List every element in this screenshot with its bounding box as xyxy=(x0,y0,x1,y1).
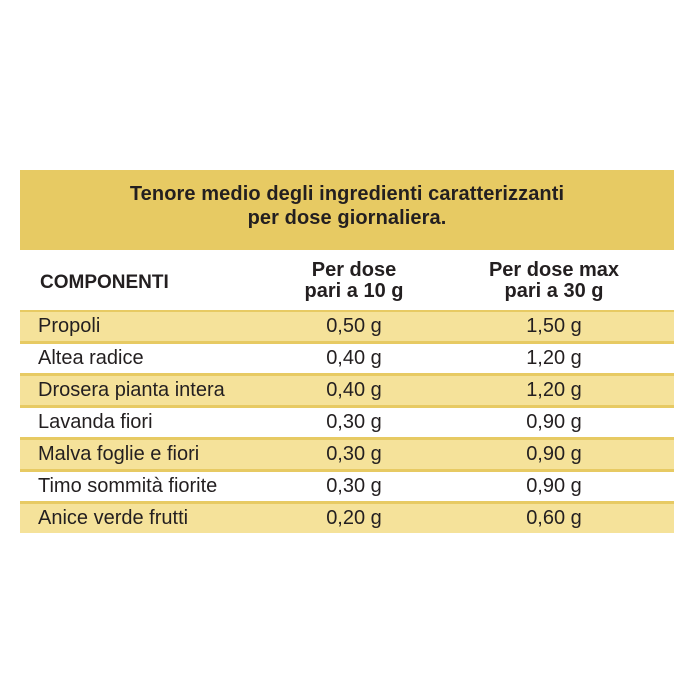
row-dose-30g: 0,90 g xyxy=(526,411,582,433)
table-row xyxy=(20,312,674,341)
row-dose-10g: 0,30 g xyxy=(326,475,382,497)
row-dose-10g: 0,30 g xyxy=(326,443,382,465)
header-dose-30g-line1: Per dose max xyxy=(488,259,620,281)
header-dose-10g-line1: Per dose xyxy=(311,259,397,281)
row-dose-10g: 0,40 g xyxy=(326,347,382,369)
row-component-name: Lavanda fiori xyxy=(38,411,153,433)
table-row xyxy=(20,408,674,437)
row-dose-30g: 1,20 g xyxy=(526,347,582,369)
row-dose-30g: 1,20 g xyxy=(526,379,582,401)
table-row xyxy=(20,344,674,373)
row-component-name: Propoli xyxy=(38,315,101,337)
table-header-row xyxy=(20,250,674,310)
table-row xyxy=(20,504,674,533)
row-component-name: Anice verde frutti xyxy=(38,507,189,529)
row-dose-10g: 0,30 g xyxy=(326,411,382,433)
header-components: COMPONENTI xyxy=(40,272,169,293)
table-row xyxy=(20,440,674,469)
header-dose-30g-line2: pari a 30 g xyxy=(504,280,604,302)
row-dose-30g: 0,90 g xyxy=(526,475,582,497)
header-dose-10g-line2: pari a 10 g xyxy=(304,280,404,302)
header-dose-10g xyxy=(270,260,438,302)
table-body xyxy=(20,312,674,536)
header-dose-30g xyxy=(460,260,648,302)
row-dose-10g: 0,50 g xyxy=(326,315,382,337)
row-dose-30g: 0,90 g xyxy=(526,443,582,465)
table-row xyxy=(20,376,674,405)
row-dose-10g: 0,40 g xyxy=(326,379,382,401)
table-row xyxy=(20,472,674,501)
row-component-name: Altea radice xyxy=(38,347,144,369)
row-component-name: Malva foglie e fiori xyxy=(38,443,200,465)
table-title-line1: Tenore medio degli ingredienti caratterizzanti xyxy=(129,183,565,205)
row-component-name: Timo sommità fiorite xyxy=(38,475,218,497)
row-dose-30g: 1,50 g xyxy=(526,315,582,337)
row-dose-10g: 0,20 g xyxy=(326,507,382,529)
row-dose-30g: 0,60 g xyxy=(526,507,582,529)
ingredients-table xyxy=(20,170,674,532)
table-title-line2: per dose giornaliera. xyxy=(247,207,447,229)
row-component-name: Drosera pianta intera xyxy=(38,379,225,401)
table-title xyxy=(20,182,674,230)
